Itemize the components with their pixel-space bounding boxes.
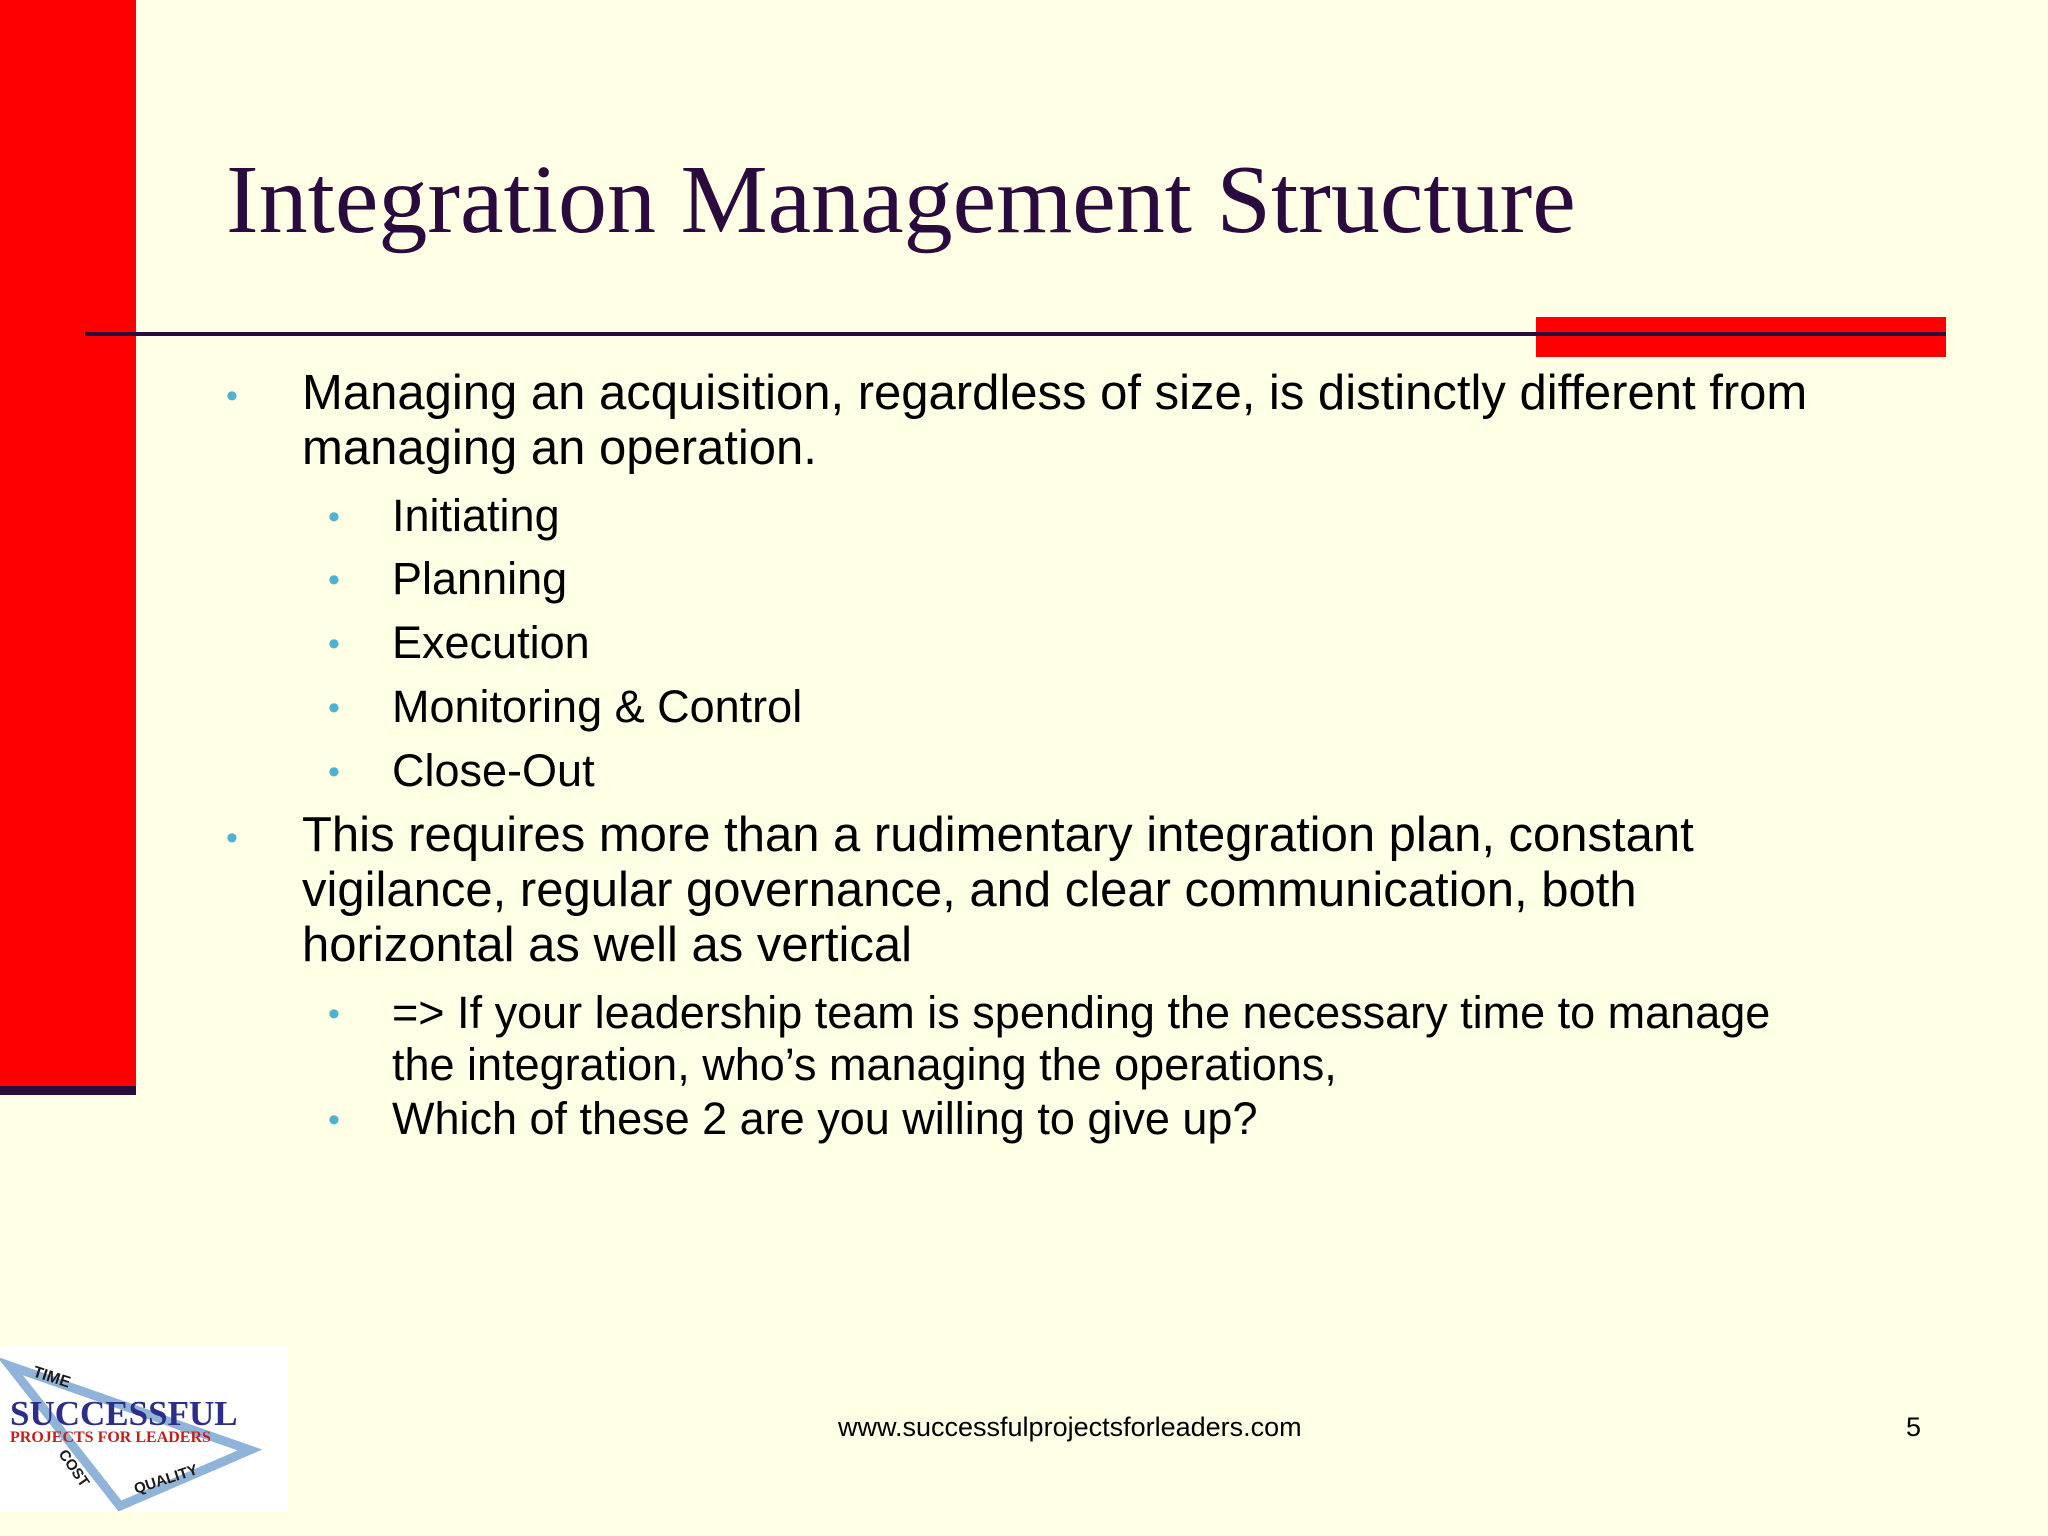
logo-subtitle: PROJECTS FOR LEADERS [10,1429,211,1446]
bullet-dot: • [328,1101,340,1139]
logo-graphic [0,1346,288,1512]
bullet-dot: • [226,377,238,415]
sub-bullet-text: Which of these 2 are you willing to give up? [392,1093,1258,1144]
sub-bullet-text: Monitoring & Control [392,681,803,732]
logo-time-label: TIME [30,1363,73,1392]
sub-bullet-text [392,987,1992,1091]
bullet-line: the integration, who’s managing the operations, [392,1039,1337,1090]
footer-url: www.successfulprojectsforleaders.com [838,1412,1302,1442]
bullet-text [302,366,2002,476]
sub-bullet-text: Execution [392,617,590,668]
bullet-line: vigilance, regular governance, and clear communication, both [302,863,1637,917]
sub-bullet-text: Planning [392,553,568,604]
successful-projects-logo [0,1346,288,1512]
bullet-dot: • [328,995,340,1033]
bullet-line: => If your leadership team is spending the necessary time to manage [392,987,1771,1038]
slide-title: Integration Management Structure [226,146,1576,254]
bullet-line: horizontal as well as vertical [302,918,913,972]
logo-cost-label: COST [54,1446,93,1491]
bullet-line: Managing an acquisition, regardless of size, is distinctly different from [302,366,1808,420]
sub-bullet-text: Close-Out [392,745,595,796]
bullet-text [302,808,2002,973]
bullet-line: This requires more than a rudimentary integration plan, constant [302,808,1694,862]
bullet-dot: • [328,498,340,536]
sub-bullet-text: Initiating [392,490,560,541]
bullet-dot: • [226,819,238,857]
bullet-line: managing an operation. [302,421,817,475]
bullet-dot: • [328,561,340,599]
slide-number: 5 [1906,1412,1922,1442]
bullet-dot: • [328,753,340,791]
bullet-dot: • [328,625,340,663]
bullet-dot: • [328,689,340,727]
logo-wordmark: SUCCESSFUL [10,1394,238,1433]
logo-quality-label: QUALITY [131,1461,200,1498]
